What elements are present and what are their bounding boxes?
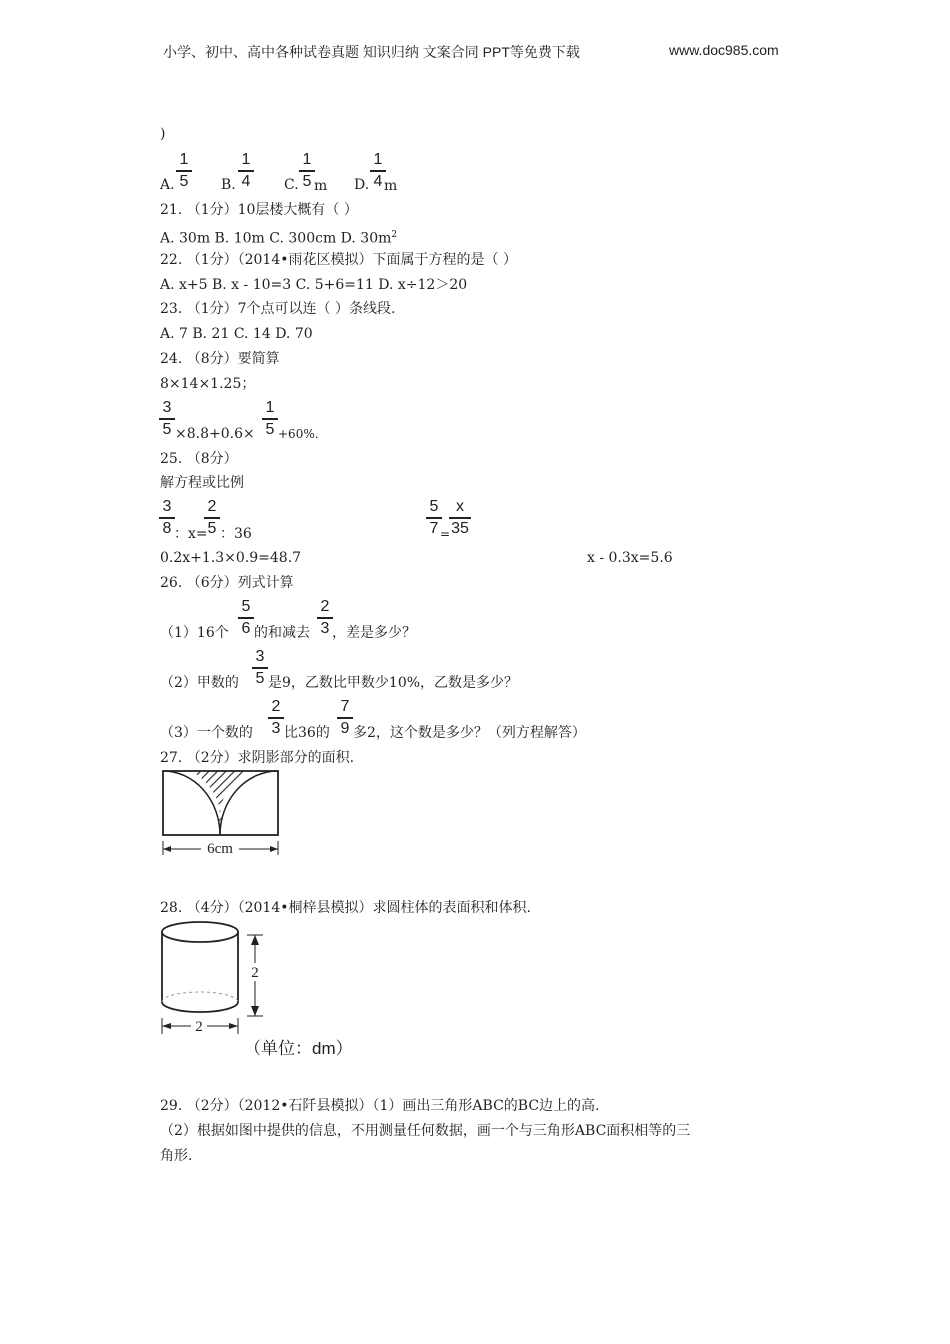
- q25-stem: 25. （8分）: [160, 451, 238, 467]
- header-banner: 小学、初中、高中各种试卷真题 知识归纳 文案合同 PPT等免费下载: [163, 44, 580, 60]
- q26-part3-fraction-1: 2 3: [268, 698, 284, 738]
- q22-options: A. x+5 B. x - 10=3 C. 5+6=11 D. x÷12＞20: [160, 277, 468, 293]
- q20-option-a-label: A.: [160, 177, 175, 193]
- q28-cylinder-bottom: [162, 1002, 238, 1012]
- q26-part3-b: 比36的: [284, 725, 330, 741]
- q26-part1-a: （1）16个: [160, 625, 229, 641]
- q25-eq4: x - 0.3x=5.6: [587, 550, 673, 566]
- q25-eq1-fraction-2: 2 5: [204, 498, 220, 538]
- q25-eq1-fraction-1: 3 8: [159, 498, 175, 538]
- q20-option-d-unit: m: [384, 178, 398, 194]
- q29-line-2: （2）根据如图中提供的信息，不用测量任何数据，画一个与三角形ABC面积相等的三: [160, 1123, 691, 1139]
- q23-options: A. 7 B. 21 C. 14 D. 70: [160, 326, 313, 342]
- q23-stem: 23. （1分）7个点可以连（ ）条线段.: [160, 301, 396, 317]
- q26-stem: 26. （6分）列式计算: [160, 575, 294, 591]
- q24-expression-2-mid: ×8.8+0.6×: [175, 426, 255, 442]
- q26-part3-fraction-2: 7 9: [337, 698, 353, 738]
- q26-part2-a: （2）甲数的: [160, 675, 239, 691]
- q28-unit-note: （单位：dm）: [244, 1039, 353, 1058]
- q21-stem: 21. （1分）10层楼大概有（ ）: [160, 202, 358, 218]
- q25-eq2-fraction-2: x 35: [449, 498, 471, 538]
- q24-expression-1: 8×14×1.25；: [160, 376, 256, 392]
- header-site-url: www.doc985.com: [669, 42, 779, 58]
- q21-options: A. 30m B. 10m C. 300cm D. $30m^2$: [160, 230, 398, 247]
- q20-option-c-label: C.: [284, 177, 299, 193]
- q27-dimension-label: 6cm: [207, 841, 233, 857]
- q25-eq3: 0.2x+1.3×0.9=48.7: [160, 550, 302, 566]
- q29-line-3: 角形.: [160, 1148, 193, 1164]
- q20-option-d-label: D.: [354, 177, 370, 193]
- q20-option-d-fraction: 1 4: [370, 151, 386, 191]
- q20-option-c-unit: m: [314, 178, 328, 194]
- q22-stem: 22. （1分）（2014•雨花区模拟）下面属于方程的是（ ）: [160, 252, 517, 268]
- q28-stem: 28. （4分）（2014•桐梓县模拟）求圆柱体的表面积和体积.: [160, 900, 531, 916]
- q25-eq1-text-2: ：36: [220, 526, 252, 542]
- q25-eq2-equals: =: [440, 527, 451, 541]
- q28-cylinder-figure: [155, 918, 270, 1043]
- q28-diameter-label: 2: [195, 1019, 203, 1035]
- q25-eq1-text-1: ：x=: [174, 526, 208, 542]
- q28-cylinder-top: [162, 922, 238, 942]
- q26-part3-a: （3）一个数的: [160, 725, 253, 741]
- q26-part3-c: 多2，这个数是多少？（列方程解答）: [353, 725, 586, 741]
- q27-stem: 27. （2分）求阴影部分的面积.: [160, 750, 355, 766]
- q26-part2-b: 是9，乙数比甲数少10%，乙数是多少？: [268, 675, 519, 691]
- q24-fraction-2: 1 5: [262, 399, 278, 439]
- q26-part1-fraction-2: 2 3: [317, 598, 333, 638]
- q20-closing-paren: ): [160, 126, 166, 142]
- q24-expression-2-tail: +60%.: [278, 427, 319, 441]
- q24-fraction-1: 3 5: [159, 399, 175, 439]
- q28-height-label: 2: [251, 965, 259, 981]
- q26-part1-b: 的和减去: [254, 625, 310, 641]
- q20-option-b-fraction: 1 4: [238, 151, 254, 191]
- q20-option-a-fraction: 1 5: [176, 151, 192, 191]
- q20-option-c-fraction: 1 5: [299, 151, 315, 191]
- q27-shaded-area-figure: [155, 765, 290, 860]
- q26-part1-c: ，差是多少？: [332, 625, 416, 641]
- q25-title: 解方程或比例: [160, 475, 244, 491]
- q26-part1-fraction-1: 5 6: [238, 598, 254, 638]
- q29-stem: 29. （2分）（2012•石阡县模拟）（1）画出三角形ABC的BC边上的高.: [160, 1098, 600, 1114]
- q20-option-b-label: B.: [221, 177, 236, 193]
- q24-stem: 24. （8分）要简算: [160, 351, 280, 367]
- q25-eq2-fraction-1: 5 7: [426, 498, 442, 538]
- q26-part2-fraction: 3 5: [252, 648, 268, 688]
